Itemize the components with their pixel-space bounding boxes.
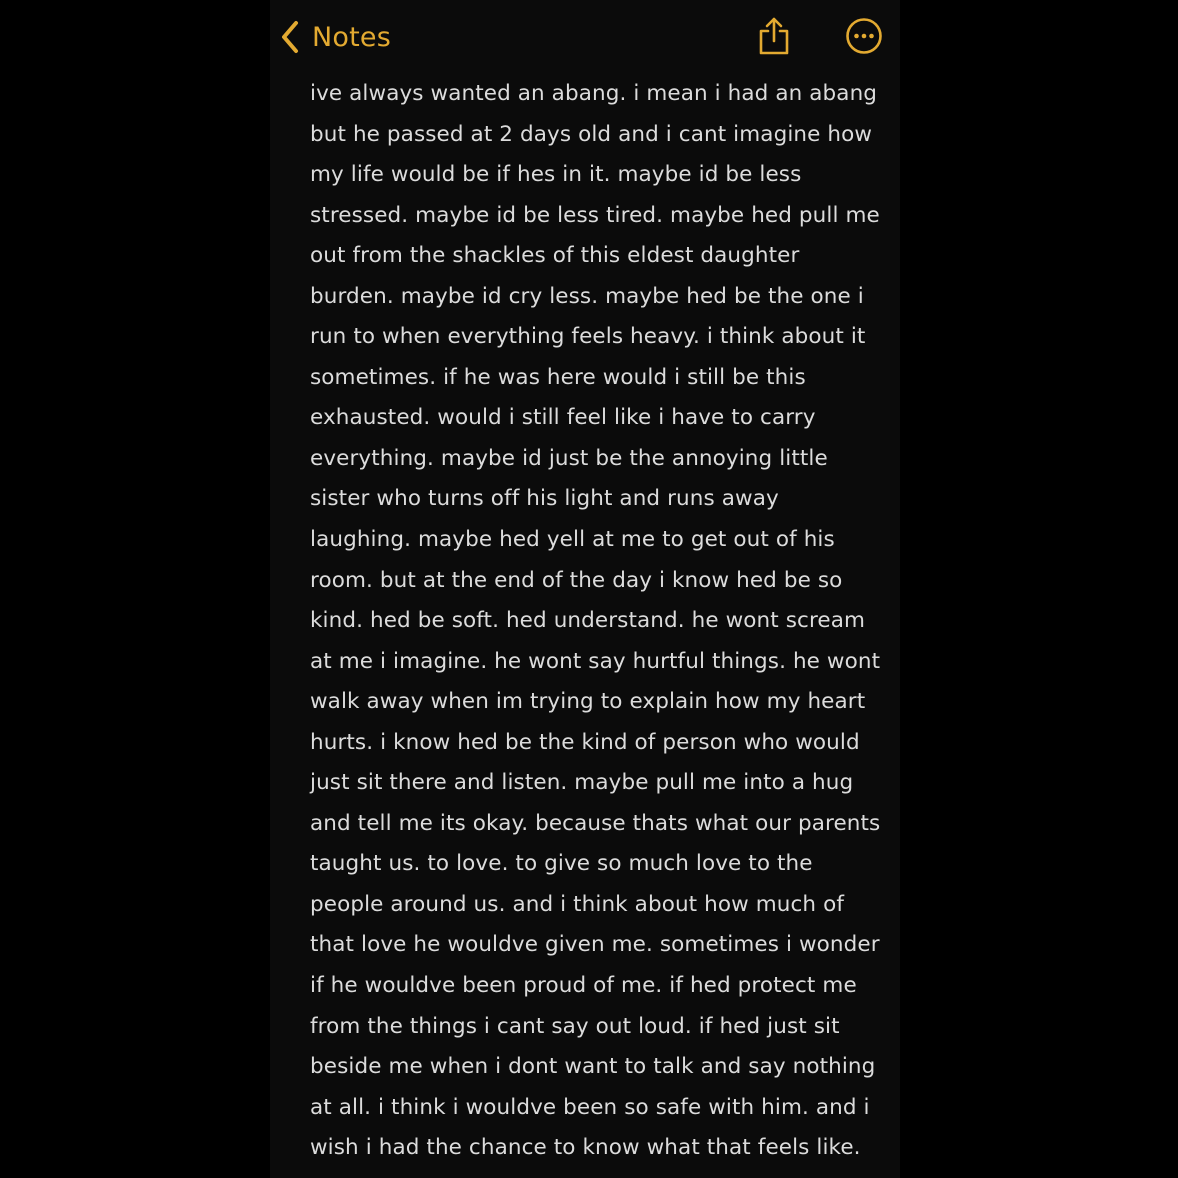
note-line: if he wouldve been proud of me. if hed protect me <box>310 973 857 999</box>
note-line: run to when everything feels heavy. i think about it <box>310 324 866 350</box>
note-line: from the things i cant say out loud. if hed just sit <box>310 1013 840 1039</box>
note-line: walk away when im trying to explain how my heart <box>310 689 866 715</box>
navigation-bar <box>270 0 900 76</box>
note-line: at all. i think i wouldve been so safe with him. and i <box>310 1094 870 1120</box>
share-button[interactable] <box>752 16 796 60</box>
note-line: out from the shackles of this eldest daughter <box>310 243 800 269</box>
note-line: kind. hed be soft. hed understand. he wont scream <box>310 608 866 634</box>
note-line: taught us. to love. to give so much love to the <box>310 851 813 877</box>
ellipsis-circle-icon <box>844 16 884 60</box>
note-line: exhausted. would i still feel like i have to carry <box>310 405 816 431</box>
note-line: just sit there and listen. maybe pull me into a hug <box>310 770 854 796</box>
note-line: but he passed at 2 days old and i cant imagine how <box>310 121 873 147</box>
note-line: wish i had the chance to know what that feels like. <box>310 1135 861 1161</box>
chevron-left-icon <box>280 20 300 54</box>
note-line: my life would be if hes in it. maybe id be less <box>310 162 802 188</box>
note-line: and tell me its okay. because thats what our parents <box>310 810 881 836</box>
note-line: stressed. maybe id be less tired. maybe hed pull me <box>310 202 880 228</box>
share-icon <box>756 16 792 60</box>
more-options-button[interactable] <box>842 16 886 60</box>
note-line: hurts. i know hed be the kind of person who would <box>310 729 860 755</box>
note-line: sister who turns off his light and runs away <box>310 486 779 512</box>
note-line: laughing. maybe hed yell at me to get out of his <box>310 527 835 553</box>
note-line: room. but at the end of the day i know hed be so <box>310 567 843 593</box>
note-body[interactable] <box>310 74 880 1169</box>
note-line: sometimes. if he was here would i still be this <box>310 364 806 390</box>
note-line: everything. maybe id just be the annoying little <box>310 445 828 471</box>
note-line: at me i imagine. he wont say hurtful things. he wont <box>310 648 881 674</box>
note-line: that love he wouldve given me. sometimes i wonder <box>310 932 880 958</box>
back-button[interactable] <box>280 14 391 60</box>
note-line: ive always wanted an abang. i mean i had an abang <box>310 81 878 106</box>
note-line: people around us. and i think about how much of <box>310 891 845 917</box>
note-line: beside me when i dont want to talk and say nothing <box>310 1054 876 1080</box>
back-label: Notes <box>312 21 391 53</box>
note-line: burden. maybe id cry less. maybe hed be the one i <box>310 283 864 309</box>
